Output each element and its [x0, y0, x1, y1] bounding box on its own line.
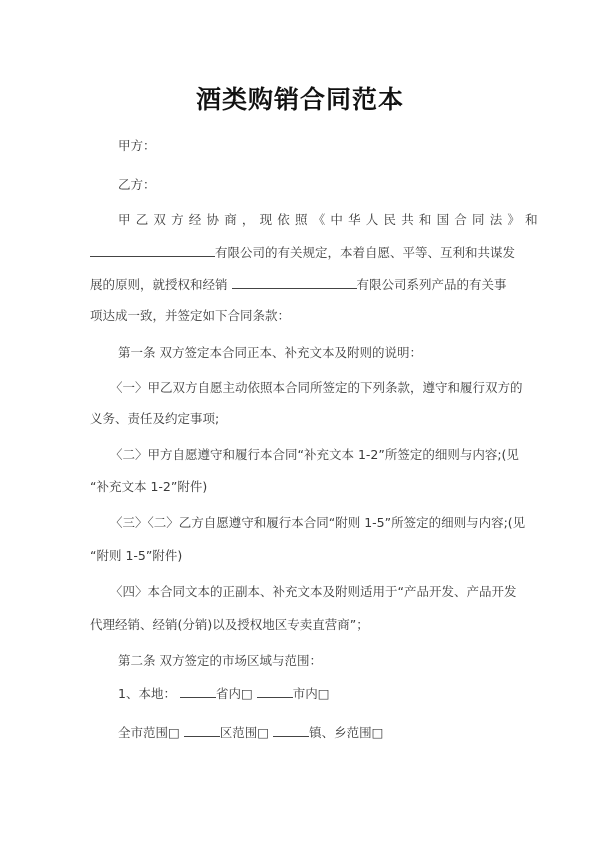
party-b-label: 乙方： [118, 177, 156, 192]
document-title: 酒类购销合同范本 [195, 85, 404, 114]
blank-town [273, 724, 309, 737]
blank-city [257, 685, 293, 698]
article-1-heading: 第一条 双方签定本合同正本、补充文本及附则的说明： [118, 345, 422, 360]
article-2-scope-line [118, 723, 383, 741]
party-a-label: 甲方： [118, 138, 156, 153]
article-1-item-4-line-2: 代理经销、经销(分销)以及授权地区专卖直营商”； [90, 617, 369, 632]
preamble-line-3-suffix: 有限公司系列产品的有关事 [356, 277, 507, 292]
article-2-local-line [118, 684, 330, 702]
blank-district [184, 724, 220, 737]
article-1-item-2-line-2: “补充文本 1-2”附件) [90, 479, 208, 494]
town-option: 镇、乡范围□ [309, 725, 384, 740]
city-option: 市内□ [292, 686, 330, 701]
preamble-line-1: 甲乙双方经协商，现依照《中华人民共和国合同法》和 [118, 212, 543, 227]
preamble-line-4: 项达成一致，并签定如下合同条款： [90, 308, 291, 323]
article-1-item-3-line-1: 〈三〉〈二〉乙方自愿遵守和履行本合同“附则 1-5”所签定的细则与内容;(见 [110, 515, 526, 530]
article-1-item-2-line-1: 〈二〉甲方自愿遵守和履行本合同“补充文本 1-2”所签定的细则与内容;(见 [110, 447, 519, 462]
preamble-line-3-prefix: 展的原则，就授权和经销 [90, 277, 228, 292]
district-option: 区范围□ [219, 725, 270, 740]
blank-company-2 [232, 276, 357, 289]
blank-company-1 [90, 244, 215, 257]
preamble-line-2-text: 有限公司的有关规定，本着自愿、平等、互利和共谋发 [215, 245, 516, 260]
blank-province [180, 685, 216, 698]
article-1-item-1-line-1: 〈一〉甲乙双方自愿主动依照本合同所签定的下列条款，遵守和履行双方的 [110, 380, 523, 395]
article-2-heading: 第二条 双方签定的市场区域与范围： [118, 653, 322, 668]
preamble-line-3 [90, 275, 507, 293]
province-option: 省内□ [215, 686, 253, 701]
local-label: 1、本地： [118, 686, 176, 701]
citywide-option: 全市范围□ [118, 725, 180, 740]
article-1-item-1-line-2: 义务、责任及约定事项; [90, 411, 220, 426]
article-1-item-3-line-2: “附则 1-5”附件) [90, 548, 183, 563]
article-1-item-4-line-1: 〈四〉本合同文本的正副本、补充文本及附则适用于“产品开发、产品开发 [110, 584, 517, 599]
preamble-line-2 [90, 243, 515, 261]
